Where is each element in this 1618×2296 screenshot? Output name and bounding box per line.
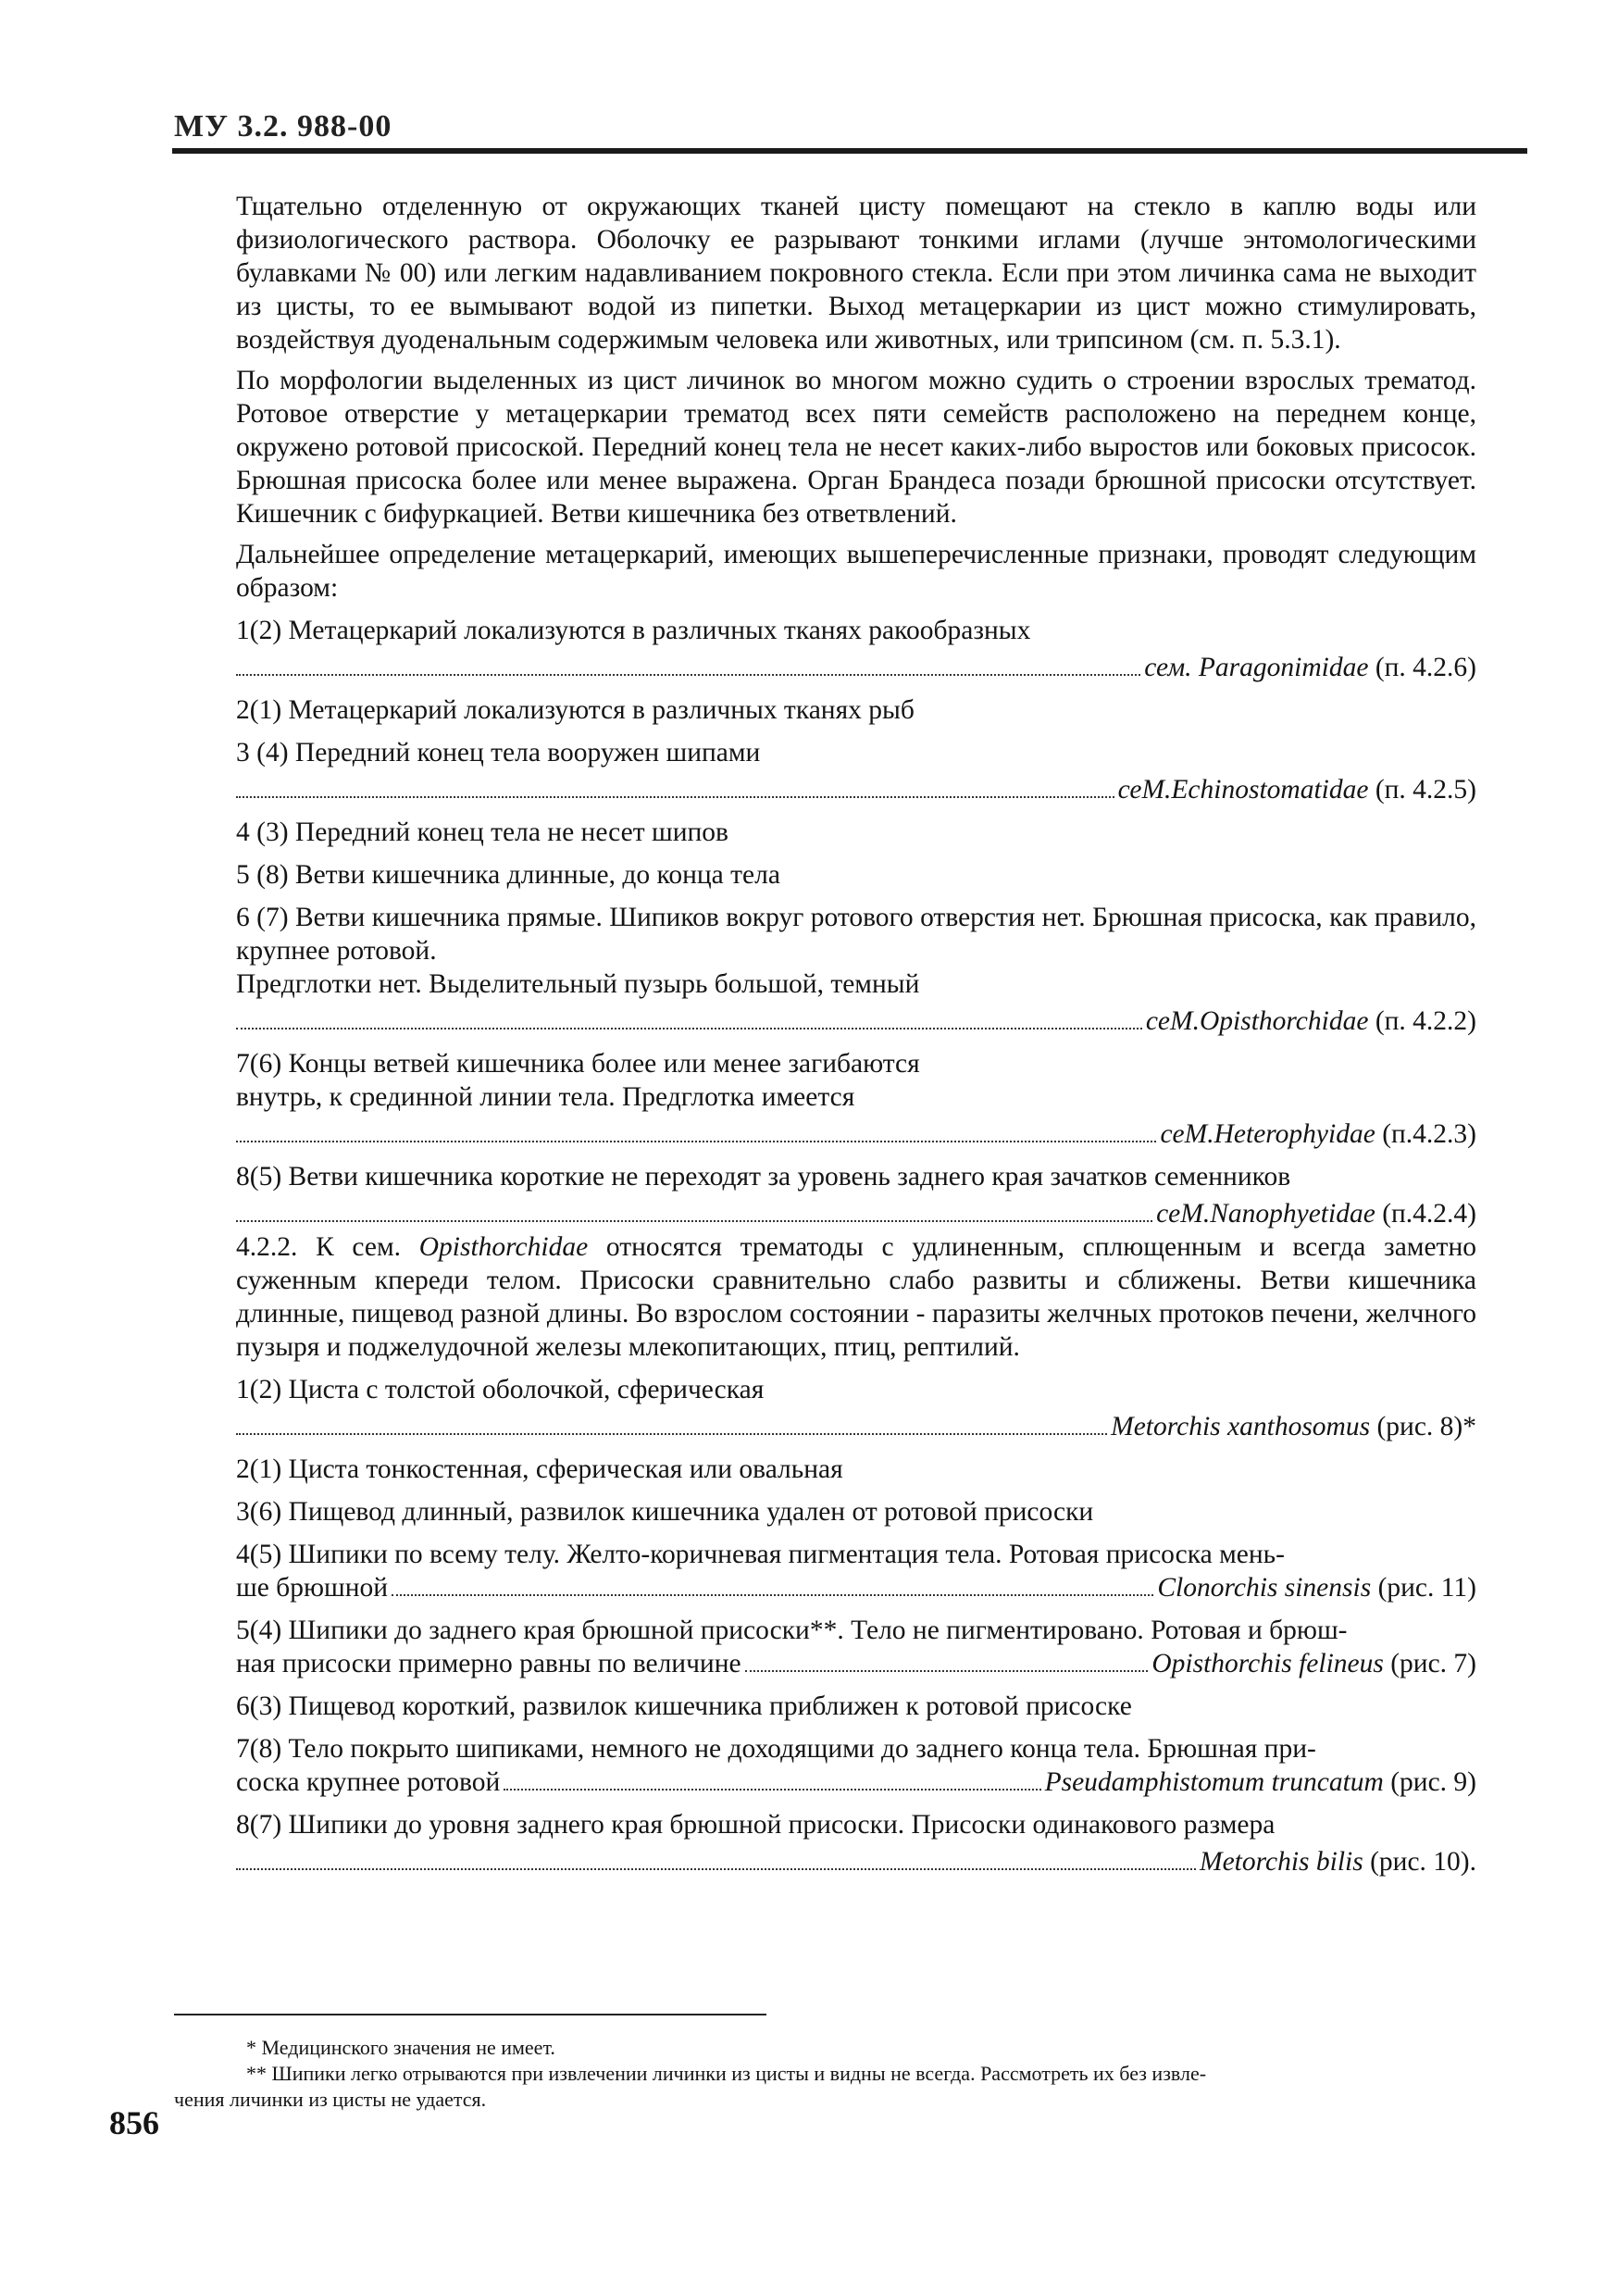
key2-item-5 bbox=[236, 1614, 1476, 1680]
key1-item-2: 2(1) Метацеркарий локализуются в различных тканях рыб bbox=[236, 695, 915, 725]
page-number: 856 bbox=[109, 2104, 159, 2141]
key2-item-7-text: 7(8) Тело покрыто шипиками, немного не доходящими до заднего конца тела. Брюшная при- bbox=[236, 1734, 1316, 1764]
key2-item-4 bbox=[236, 1538, 1476, 1604]
key2-item-6: 6(3) Пищевод короткий, развилок кишечника приближен к ротовой присоске bbox=[236, 1691, 1132, 1721]
key2-item-3: 3(6) Пищевод длинный, развилок кишечника удален от ротовой присоски bbox=[236, 1497, 1094, 1527]
footnote-2b: чения личинки из цисты не удается. bbox=[174, 2088, 487, 2111]
key1-item-3-result bbox=[1118, 773, 1476, 806]
key2-item-1-text: 1(2) Циста с толстой оболочкой, сферическая bbox=[236, 1375, 765, 1404]
reference: (п. 4.2.2) bbox=[1368, 1006, 1476, 1036]
intro-paragraph-3: Дальнейшее определение метацеркарий, имеющих вышеперечисленные признаки, проводят следующим образом: bbox=[236, 540, 1476, 603]
dot-leader bbox=[236, 795, 1114, 798]
header-rule bbox=[172, 148, 1527, 154]
reference: (п. 4.2.6) bbox=[1368, 653, 1476, 682]
taxon-name: Pseudamphistomum truncatum bbox=[1044, 1767, 1384, 1797]
key1-item-7-text-b: внутрь, к срединной линии тела. Предглотка имеется bbox=[236, 1082, 855, 1112]
key2-item-5-text: 5(4) Шипики до заднего края брюшной присоски**. Тело не пигментировано. Ротовая и брюш- bbox=[236, 1616, 1348, 1645]
reference: (рис. 9) bbox=[1383, 1767, 1476, 1797]
key2-item-5-result bbox=[1151, 1647, 1476, 1680]
key2-item-1-result bbox=[1111, 1410, 1476, 1443]
key1-item-6-leader bbox=[236, 1004, 1476, 1038]
key1-item-1-text: 1(2) Метацеркарий локализуются в различных тканях ракообразных bbox=[236, 616, 1031, 645]
taxon-name: ceM.Opisthorchidae bbox=[1145, 1006, 1369, 1036]
section-text: относятся трематоды с удлиненным, сплющенным и всегда заметно суженным кпереди телом. Присоски сравнительно слабо развиты и сближены. Ветви кишечника длинные, пищевод разной длины. Во взрослом состоянии - паразиты желчных протоков печени, желчного пузыря и поджелудочной железы млекопитающих, птиц, рептилий. bbox=[236, 1232, 1476, 1362]
key2-item-7-lead: соска крупнее ротовой bbox=[236, 1767, 501, 1797]
reference: (п. 4.2.5) bbox=[1368, 775, 1476, 805]
reference: (рис. 8)* bbox=[1370, 1412, 1476, 1441]
key2-item-7-leader bbox=[236, 1766, 1476, 1799]
dot-leader bbox=[236, 1432, 1107, 1435]
reference: (рис. 7) bbox=[1383, 1649, 1476, 1678]
key1-item-3-leader bbox=[236, 773, 1476, 806]
key1-item-4: 4 (3) Передний конец тела не несет шипов bbox=[236, 817, 728, 847]
dot-leader bbox=[745, 1669, 1149, 1672]
key2-item-1 bbox=[236, 1373, 1476, 1443]
key1-item-6 bbox=[236, 901, 1476, 1038]
key1-item-8-result bbox=[1156, 1197, 1476, 1230]
key2-item-8-text: 8(7) Шипики до уровня заднего края брюшной присоски. Присоски одинакового размера bbox=[236, 1810, 1276, 1840]
key2-item-1-leader bbox=[236, 1410, 1476, 1443]
dot-leader bbox=[236, 1027, 1142, 1029]
intro-paragraph-1: Тщательно отделенную от окружающих тканей цисту помещают на стекло в каплю воды или физиологического раствора. Оболочку ее разрывают тонкими иглами (лучше энтомологическими булавками № 00) или легким надавливанием покровного стекла. Если при этом личинка сама не выходит из цисты, то ее вымывают водой из пипетки. Выход метацеркарии из цист можно стимулировать, воздействуя дуоденальным содержимым человека или животных, или трипсином (см. п. 5.3.1). bbox=[236, 192, 1476, 355]
key1-item-7 bbox=[236, 1047, 1476, 1151]
key1-item-5: 5 (8) Ветви кишечника длинные, до конца тела bbox=[236, 860, 780, 890]
family-name: Opisthorchidae bbox=[418, 1232, 589, 1262]
key2-item-7 bbox=[236, 1732, 1476, 1799]
dot-leader bbox=[504, 1788, 1040, 1791]
running-head: МУ 3.2. 988-00 bbox=[174, 109, 392, 144]
body-text bbox=[236, 190, 1476, 1878]
reference: (п.4.2.3) bbox=[1375, 1119, 1476, 1149]
key1-item-3-text: 3 (4) Передний конец тела вооружен шипами bbox=[236, 738, 761, 767]
key1-item-7-leader bbox=[236, 1117, 1476, 1151]
footnote-rule bbox=[174, 2014, 766, 2015]
taxon-name: Opisthorchis felineus bbox=[1151, 1649, 1384, 1678]
footnotes bbox=[174, 2035, 1488, 2113]
key2-item-2: 2(1) Циста тонкостенная, сферическая или овальная bbox=[236, 1454, 843, 1484]
key1-item-7-text-a: 7(6) Концы ветвей кишечника более или менее загибаются bbox=[236, 1049, 920, 1079]
taxon-name: сем. Paragonimidae bbox=[1144, 653, 1369, 682]
key2-item-4-lead: ше брюшной bbox=[236, 1573, 389, 1603]
section-lead: 4.2.2. К сем. bbox=[236, 1232, 419, 1262]
taxon-name: ceM.Nanophyetidae bbox=[1156, 1199, 1375, 1229]
dot-leader bbox=[392, 1593, 1153, 1596]
key1-item-7-result bbox=[1160, 1117, 1476, 1151]
key2-item-4-leader bbox=[236, 1571, 1476, 1604]
dot-leader bbox=[236, 1867, 1196, 1870]
key1-item-8-leader bbox=[236, 1197, 1476, 1230]
key2-item-7-result bbox=[1045, 1766, 1476, 1799]
key2-item-4-text: 4(5) Шипики по всему телу. Желто-коричневая пигментация тела. Ротовая присоска мень- bbox=[236, 1540, 1285, 1569]
key1-item-6-text: 6 (7) Ветви кишечника прямые. Шипиков вокруг ротового отверстия нет. Брюшная присоска, как правило, крупнее ротовой. bbox=[236, 903, 1476, 966]
footnote-1: * Медицинского значения не имеет. bbox=[246, 2036, 555, 2059]
key2-item-8 bbox=[236, 1808, 1476, 1878]
intro-paragraph-2: По морфологии выделенных из цист личинок во многом можно судить о строении взрослых трематод. Ротовое отверстие у метацеркарии трематод всех пяти семейств расположено на переднем конце, окружено ротовой присоской. Передний конец тела не несет каких-либо выростов или боковых присосок. Брюшная присоска более или менее выражена. Орган Брандеса позади брюшной присоски отсутствует. Кишечник с бифуркацией. Ветви кишечника без ответвлений. bbox=[236, 366, 1476, 529]
key1-item-6-text-b: Предглотки нет. Выделительный пузырь большой, темный bbox=[236, 969, 920, 999]
taxon-name: сеM.Echinostomatidae bbox=[1117, 775, 1369, 805]
key2-item-4-result bbox=[1157, 1571, 1476, 1604]
reference: (рис. 11) bbox=[1371, 1573, 1476, 1603]
reference: (п.4.2.4) bbox=[1375, 1199, 1476, 1229]
key1-item-1-result bbox=[1144, 651, 1476, 684]
dot-leader bbox=[236, 1219, 1152, 1222]
key1-item-3 bbox=[236, 736, 1476, 806]
footnote-2a: ** Шипики легко отрываются при извлечении личинки из цисты и видны не всегда. Рассмотреть их без извле- bbox=[246, 2062, 1207, 2085]
key2-item-8-leader bbox=[236, 1845, 1476, 1878]
key1-item-1-leader bbox=[236, 651, 1476, 684]
reference: (рис. 10). bbox=[1363, 1847, 1476, 1877]
taxon-name: Clonorchis sinensis bbox=[1157, 1573, 1372, 1603]
key1-item-8-text: 8(5) Ветви кишечника короткие не переходят за уровень заднего края зачатков семенников bbox=[236, 1162, 1291, 1192]
taxon-name: Metorchis xanthosomus bbox=[1111, 1412, 1371, 1441]
key2-item-8-result bbox=[1200, 1845, 1476, 1878]
taxon-name: Metorchis bilis bbox=[1200, 1847, 1363, 1877]
dot-leader bbox=[236, 1140, 1156, 1142]
dot-leader bbox=[236, 673, 1140, 676]
key2-item-5-lead: ная присоски примерно равны по величине bbox=[236, 1649, 741, 1678]
key1-item-6-result bbox=[1146, 1004, 1476, 1038]
key2-item-5-leader bbox=[236, 1647, 1476, 1680]
key1-item-1 bbox=[236, 614, 1476, 684]
key1-item-8 bbox=[236, 1160, 1476, 1230]
section-4-2-2-paragraph bbox=[236, 1230, 1476, 1364]
taxon-name: ceM.Heterophyidae bbox=[1160, 1119, 1375, 1149]
